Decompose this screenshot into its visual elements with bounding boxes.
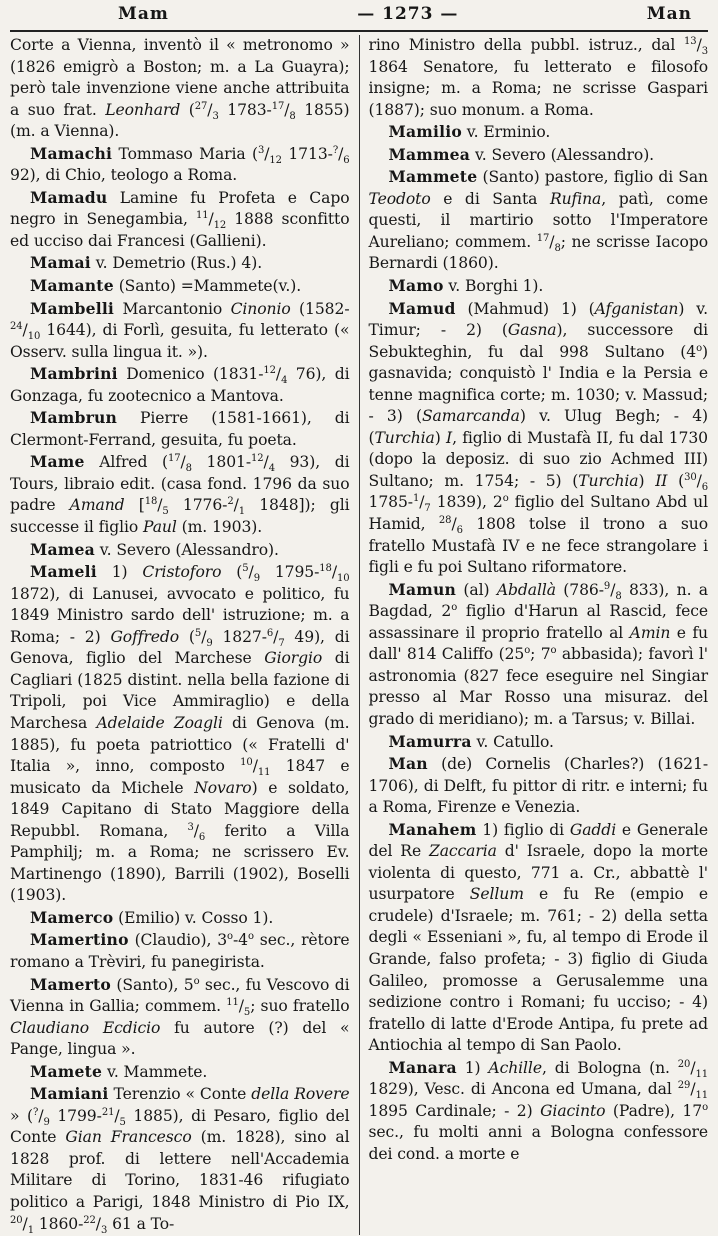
dictionary-entry [10,363,350,407]
entry-body: (Santo) =Mammete(v.). [113,277,302,296]
entry-headword: Mamud [388,298,456,318]
dictionary-entry [369,298,709,579]
entry-body: Alfred ($^{17}/_8$ $1801-^{12}/_4$ 93), di Tours, libraio edit. (casa fond. 1796 da suo padre Amand [$^{18}/_5$ $1776-^2/_1$ 1848]); gli successe il figlio Paul (m. 1903). [10,453,350,537]
dictionary-entry [369,579,709,731]
dictionary-entry [369,166,709,275]
dictionary-entry [10,298,350,364]
header-left-headword: Mam [118,4,169,24]
entry-headword: Mammea [388,144,471,164]
entry-body: Domenico ($1831-^{12}/_4$ 76), di Gonzaga, fu zootecnico a Mantova. [10,365,350,405]
entry-headword: Mambrini [30,364,118,384]
entry-body: v. Borghi 1). [443,277,544,296]
dictionary-entry [10,275,350,298]
entry-headword: Mame [30,452,85,472]
running-head [10,4,708,30]
entry-headword: Mamiani [30,1084,109,1104]
entry-body: (al) Abdallà ($786-^9/_8$ 833), n. a Bagdad, 2$^o$ figlio d'Harun al Rascid, fece assassinare il proprio fratello al Amin e fu dall' 814 Califfo (25$^o$; 7$^o$ abbasida); favorì l' astronomia (827 fece eseguire nel Singiar presso al Mar Rosso una misuraz. del grado di meridiano); m. a Tarsus; v. Billai. [368,580,709,728]
dictionary-entry [10,252,350,275]
entry-headword: Mamo [388,276,444,296]
entry-headword: Manara [388,1057,457,1077]
entry-headword: Mamerco [30,907,114,927]
dictionary-entry [369,753,709,819]
dictionary-entry [369,731,709,754]
entry-body: Pierre (1581-1661), di Clermont-Ferrand, gesuita, fu poeta. [10,409,350,449]
entry-headword: Mambelli [30,298,115,318]
right-column [360,35,709,1235]
dictionary-entry [10,1061,350,1084]
entry-body: rino Ministro della pubbl. istruz., dal $^{13}/_3$ 1864 Senatore, fu letterato e filosofo insigne; m. a Roma; ne scrisse Gaspari (1887); suo monum. a Roma. [368,35,708,119]
entry-headword: Mamea [30,539,95,559]
page-number: — 1273 — [357,4,459,24]
entry-body: v. Catullo. [471,732,554,751]
entry-headword: Mameli [30,562,97,582]
entry-body: Marcantonio Cinonio ($1582-^{24}/_{10}$ 1644), di Forlì, gesuita, fu letterato (« Osserv. sulla lingua it. »). [10,299,350,361]
entry-body: Terenzio « Conte della Rovere » ($^?/_9$ $1799-^{21}/_5$ 1885), di Pesaro, figlio del Conte Gian Francesco (m. 1828), sino al 1828 prof. di lettere nell'Accademia Militare di Torino, 1831-46 rifugiato politico a Parigi, 1848 Ministro di Pio IX, $^{20}/_1$ $1860-^{22}/_3$ 61 a To- [10,1085,350,1236]
entry-body: (Santo) pastore, figlio di San Teodoto e di Santa Rufina, patì, come questi, il martirio sotto l'Imperatore Aureliano; commem. $^{17}/_8$; ne scrisse Iacopo Bernardi (1860). [368,168,708,273]
dictionary-entry [10,35,350,143]
dictionary-entry [369,275,709,298]
header-rule [10,30,708,32]
entry-body: (Emilio) v. Cosso 1). [113,908,274,927]
entry-body: Tommaso Maria ($^3/_{12}$ $1713-^?/_6$ 92), di Chio, teologo a Roma. [10,144,350,185]
dictionary-entry [10,1083,350,1235]
entry-body: (de) Cornelis (Charles?) (1621-1706), di Delft, fu pittor di ritr. e interni; fu a Roma, Firenze e Venezia. [368,755,708,817]
entry-body: 1) Achille, di Bologna (n. $^{20}/_{11}$ 1829), Vesc. di Ancona ed Umana, dal $^{29}/_{11}$ 1895 Cardinale; - 2) Giacinto (Padre), 17$^o$ sec., fu molti anni a Bologna confessore dei cond. a morte e [368,1058,709,1163]
header-right-headword: Man [646,4,692,24]
entry-headword: Mamete [30,1061,103,1081]
dictionary-entry [369,121,709,144]
dictionary-entry [10,539,350,562]
dictionary-entry [369,35,709,121]
entry-body: Corte a Vienna, inventò il « metronomo » (1826 emigrò a Boston; m. a La Guayra); però tale invenzione viene anche attribuita a suo frat. Leonhard ($^{27}/_3$ $1783-^{17}/_8$ 1855) (m. a Vienna). [10,36,350,141]
entry-body: v. Erminio. [461,123,551,142]
entry-body: v. Mammete. [102,1062,208,1081]
entry-headword: Mamadu [30,187,108,207]
entry-body: 1) figlio di Gaddi e Generale del Re Zaccaria d' Israele, dopo la morte violenta di questo, 771 a. Cr., abbattè l' usurpatore Sellum e fu Re (empio e crudele) d'Israele; m. 761; - 2) della setta degli « Esseniani », fu, al tempo di Erode il Grande, falso profeta; - 3) figlio di Giuda Galileo, promosse a Gerusalemme una sedizione contro i Romani; fu ucciso; - 4) fratello di latte d'Erode Antipa, fu prete ad Antiochia al tempo di San Paolo. [368,820,709,1055]
dictionary-entry [10,907,350,930]
entry-headword: Manahem [388,819,477,839]
entry-headword: Mamilio [388,122,462,142]
dictionary-entry [10,561,350,907]
left-column [10,35,360,1235]
entry-headword: Mamerto [30,974,112,994]
entry-headword: Mamai [30,253,91,273]
entry-body: v. Severo (Alessandro). [470,145,655,164]
entry-body: v. Severo (Alessandro). [94,540,279,559]
dictionary-entry [369,1057,709,1166]
dictionary-entry [10,929,350,973]
entry-headword: Mambrun [30,408,118,428]
entry-headword: Mamante [30,276,114,296]
dictionary-entry [369,144,709,167]
dictionary-entry [10,187,350,253]
entry-body: 1) Cristoforo ($^5/_9$ $1795-^{18}/_{10}$ 1872), di Lanusei, avvocato e politico, fu 1849 Ministro sardo dell' istruzione; m. a Roma; - 2) Goffredo ($^5/_9$ $1827-^6/_7$ 49), di Genova, figlio del Marchese Giorgio di Cagliari (1825 distint. nella bella fazione di Tripoli, poi Vice Ammiraglio) e della Marchesa Adelaide Zoagli di Genova (m. 1885), fu poeta patriottico (« Fratelli d' Italia », inno, composto $^{10}/_{11}$ 1847 e musicato da Michele Novaro) e soldato, 1849 Capitano di Stato Maggiore della Repubbl. Romana, $^3/_6$ ferito a Villa Pamphilj; m. a Roma; ne scrissero Ev. Martinengo (1890), Barrili (1902), Boselli (1903). [10,562,350,905]
dictionary-entry [10,407,350,451]
entry-body: Lamine fu Profeta e Capo negro in Senegambia, $^{11}/_{12}$ 1888 sconfitto ed ucciso dai Francesi (Gallieni). [10,188,350,250]
entry-body: v. Demetrio (Rus.) 4). [90,254,263,273]
entry-headword: Mamun [388,579,457,599]
dictionary-entry [10,143,350,187]
dictionary-entry [10,974,350,1061]
entry-headword: Man [388,754,428,774]
entry-body: (Santo), 5$^o$ sec., fu Vescovo di Vienna in Gallia; commem. $^{11}/_5$; suo fratello Claudiano Ecdicio fu autore (?) del « Pange, lingua ». [10,975,350,1059]
dictionary-entry [369,819,709,1057]
entry-headword: Mamurra [388,731,472,751]
text-columns [10,35,708,1235]
entry-body: (Claudio), 3$^o$-4$^o$ sec., rètore romano a Trèviri, fu panegirista. [10,931,350,971]
dictionary-entry [10,451,350,538]
entry-headword: Mamachi [30,143,113,163]
entry-headword: Mammete [388,167,478,187]
entry-headword: Mamertino [30,930,129,950]
entry-body: (Mahmud) 1) (Afganistan) v. Timur; - 2) (Gasna), successore di Sebukteghin, fu dal 998 Sultano (4$^o$) gasnavida; conquistò l' India e la Persia e tenne magnifica corte; m. 1030; v. Massud; - 3) (Samarcanda) v. Ulug Begh; - 4) (Turchia) I, figlio di Mustafà II, fu dal 1730 (dopo la deposiz. di suo zio Achmed III) Sultano; m. 1754; - 5) (Turchia) II ($^{30}/_6$ $1785-^1/_7$ 1839), 2$^o$ figlio del Sultano Abd ul Hamid, $^{28}/_6$ 1808 tolse il trono a suo fratello Mustafà IV e ne fece strangolare i figli e fu poi Sultano riformatore. [368,299,709,577]
